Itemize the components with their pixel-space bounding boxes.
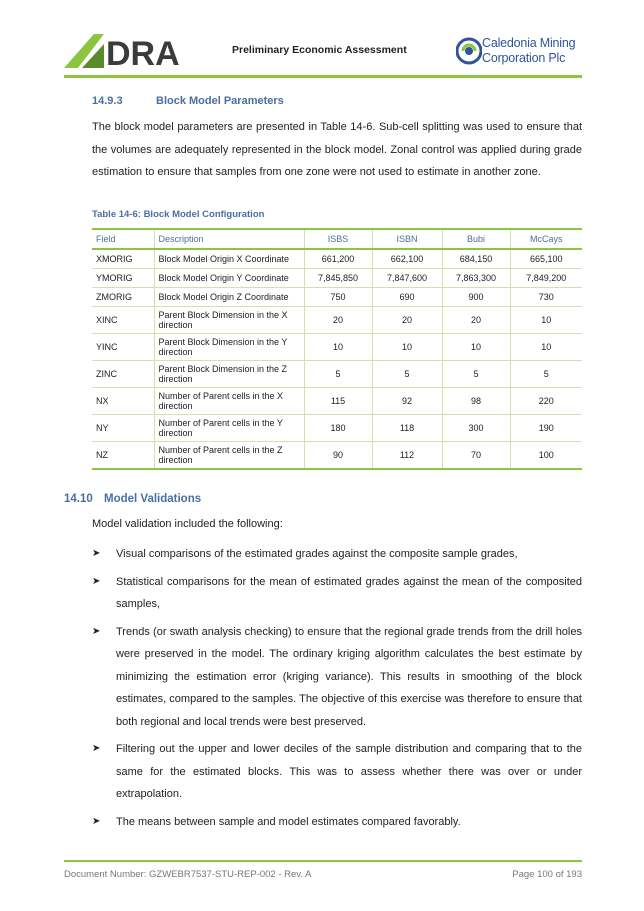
caledonia-logo [456, 32, 586, 72]
table-row [92, 388, 582, 415]
cell-field: ZMORIG [92, 288, 154, 307]
cell-bubi: 70 [442, 442, 510, 470]
cell-isbs: 115 [304, 388, 372, 415]
section-title: Model Validations [104, 493, 202, 505]
cell-field: YINC [92, 334, 154, 361]
cell-description: Number of Parent cells in the Y direction [154, 415, 304, 442]
arrow-bullet-icon: ➤ [92, 625, 101, 637]
cell-isbn: 112 [372, 442, 442, 470]
section-paragraph: The block model parameters are presented in Table 14-6. Sub-cell splitting was used to ensure that the volumes are adequately represented in the block model. Zonal control was applied during grade estimation to ensure that samples from one zone were not used to estimate in another zone. [92, 121, 582, 178]
table-header-row [92, 229, 582, 249]
arrow-bullet-icon: ➤ [92, 815, 101, 827]
cell-isbs: 20 [304, 307, 372, 334]
cell-isbn: 10 [372, 334, 442, 361]
cell-description: Parent Block Dimension in the X direction [154, 307, 304, 334]
table-row [92, 269, 582, 288]
list-item [92, 621, 582, 734]
cell-bubi: 7,863,300 [442, 269, 510, 288]
col-header-bubi: Bubi [442, 229, 510, 249]
list-item-text: Filtering out the upper and lower deciles of the sample distribution and comparing that to the same for the estimated blocks. This was to assess whether there was over or under extrapolation. [116, 743, 582, 800]
dra-logo [64, 32, 204, 70]
arrow-bullet-icon: ➤ [92, 575, 101, 587]
cell-description: Block Model Origin Z Coordinate [154, 288, 304, 307]
cell-field: NZ [92, 442, 154, 470]
col-header-mccays: McCays [510, 229, 582, 249]
cell-isbs: 180 [304, 415, 372, 442]
list-item [92, 738, 582, 806]
table-row [92, 288, 582, 307]
caledonia-emblem-icon [456, 36, 482, 70]
cell-field: XMORIG [92, 249, 154, 269]
cell-isbs: 661,200 [304, 249, 372, 269]
section-heading-14-9-3 [92, 95, 284, 107]
list-item [92, 543, 582, 566]
cell-isbn: 7,847,600 [372, 269, 442, 288]
list-item [92, 571, 582, 616]
cell-isbn: 118 [372, 415, 442, 442]
document-title: Preliminary Economic Assessment [232, 44, 407, 56]
arrow-bullet-icon: ➤ [92, 743, 101, 754]
block-model-config-table [92, 228, 582, 470]
cell-description: Block Model Origin Y Coordinate [154, 269, 304, 288]
list-item-text: The means between sample and model estimates compared favorably. [116, 815, 461, 828]
cell-bubi: 5 [442, 361, 510, 388]
cell-field: NY [92, 415, 154, 442]
col-header-field: Field [92, 229, 154, 249]
cell-bubi: 684,150 [442, 249, 510, 269]
cell-isbn: 5 [372, 361, 442, 388]
cell-mccays: 665,100 [510, 249, 582, 269]
svg-text:DRA: DRA [106, 35, 180, 70]
cell-isbn: 20 [372, 307, 442, 334]
page-number: Page 100 of 193 [512, 869, 582, 880]
cell-isbs: 7,845,850 [304, 269, 372, 288]
cell-mccays: 190 [510, 415, 582, 442]
cell-mccays: 100 [510, 442, 582, 470]
cell-field: ZINC [92, 361, 154, 388]
table-row [92, 307, 582, 334]
list-item-text: Visual comparisons of the estimated grades against the composite sample grades, [116, 548, 518, 560]
table-caption: Table 14-6: Block Model Configuration [92, 209, 265, 220]
cell-mccays: 7,849,200 [510, 269, 582, 288]
col-header-isbs: ISBS [304, 229, 372, 249]
cell-isbn: 690 [372, 288, 442, 307]
section-title: Block Model Parameters [156, 95, 284, 107]
cell-mccays: 10 [510, 334, 582, 361]
table-row [92, 334, 582, 361]
validation-list [92, 538, 582, 833]
section-number: 14.9.3 [92, 95, 123, 107]
cell-field: NX [92, 388, 154, 415]
cell-description: Parent Block Dimension in the Y direction [154, 334, 304, 361]
list-item-text: Statistical comparisons for the mean of estimated grades against the mean of the composited samples, [116, 575, 582, 610]
cell-isbs: 10 [304, 334, 372, 361]
table-row [92, 361, 582, 388]
cell-mccays: 730 [510, 288, 582, 307]
cell-description: Block Model Origin X Coordinate [154, 249, 304, 269]
cell-description: Parent Block Dimension in the Z direction [154, 361, 304, 388]
footer-divider [64, 860, 582, 862]
arrow-bullet-icon: ➤ [92, 548, 101, 559]
section-heading-14-10 [64, 493, 201, 505]
col-header-description: Description [154, 229, 304, 249]
document-number: Document Number: GZWEBR7537-STU-REP-002 - Rev. A [64, 869, 312, 880]
cell-description: Number of Parent cells in the X direction [154, 388, 304, 415]
table-row [92, 415, 582, 442]
cell-bubi: 300 [442, 415, 510, 442]
cell-field: XINC [92, 307, 154, 334]
table-row [92, 442, 582, 470]
cell-isbn: 662,100 [372, 249, 442, 269]
cell-isbs: 90 [304, 442, 372, 470]
cell-bubi: 900 [442, 288, 510, 307]
col-header-isbn: ISBN [372, 229, 442, 249]
cell-description: Number of Parent cells in the Z direction [154, 442, 304, 470]
list-item [92, 811, 582, 834]
cell-bubi: 10 [442, 334, 510, 361]
section-intro: Model validation included the following: [92, 518, 283, 530]
caledonia-name-line1: Caledonia Mining [482, 36, 576, 50]
cell-isbn: 92 [372, 388, 442, 415]
cell-mccays: 5 [510, 361, 582, 388]
list-item-text: Trends (or swath analysis checking) to ensure that the regional grade trends from the drill holes were preserved in the model. The ordinary kriging algorithm calculates the best estimate by minimizing the estimation error (kriging variance). This results in smoothing of the block estimates, compared to the samples. The objective of this exercise was therefore to ensure that both regional and local trends were best preserved. [116, 625, 582, 728]
table-row [92, 249, 582, 269]
cell-isbs: 750 [304, 288, 372, 307]
header-divider [64, 75, 582, 78]
page-header [64, 30, 584, 74]
cell-mccays: 10 [510, 307, 582, 334]
cell-bubi: 20 [442, 307, 510, 334]
cell-field: YMORIG [92, 269, 154, 288]
section-number: 14.10 [64, 493, 93, 505]
cell-isbs: 5 [304, 361, 372, 388]
caledonia-name-line2: Corporation Plc [482, 51, 566, 65]
cell-mccays: 220 [510, 388, 582, 415]
cell-bubi: 98 [442, 388, 510, 415]
